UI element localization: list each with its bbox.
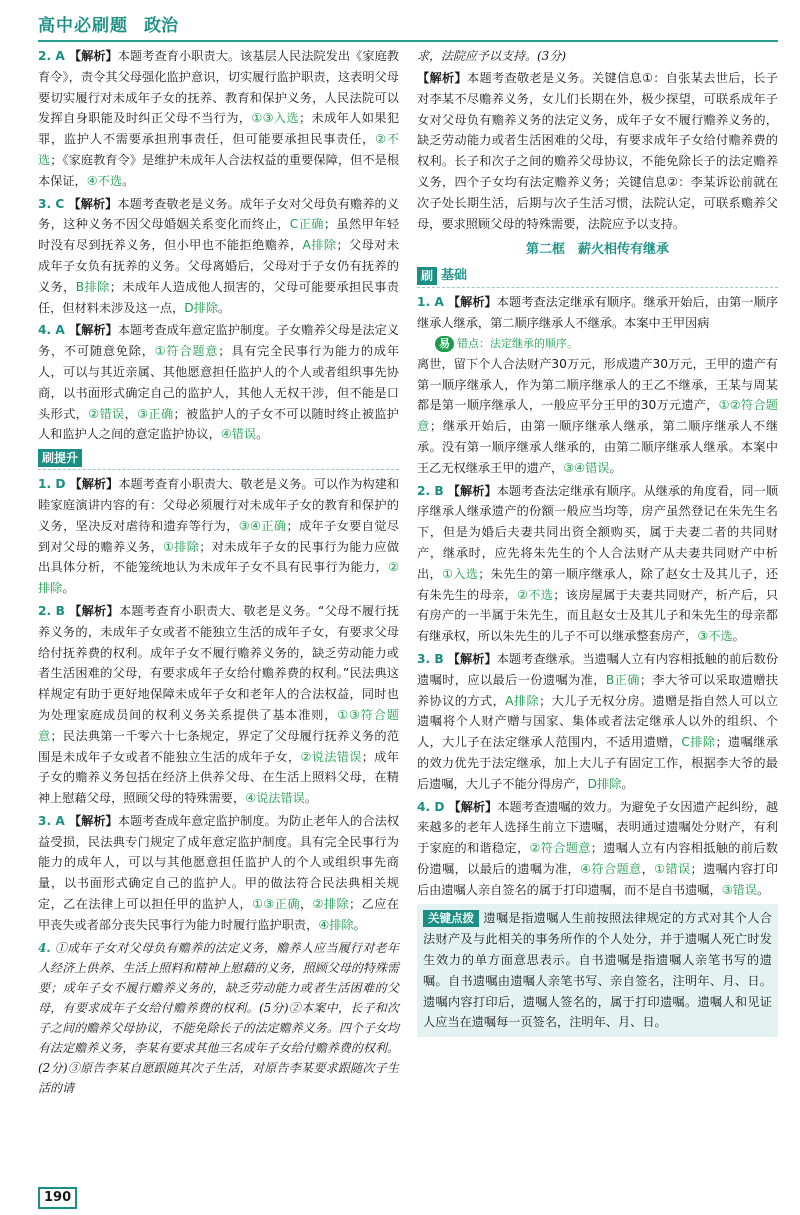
- section-badge: 刷提升: [38, 449, 82, 467]
- analysis-text: 本题考查育小职责大、敬老是义务。“父母不履行抚养义务的，未成年子女或者不能独立生活的成年子女，有要求父母给付抚养费的权利。成年子女不履行赡养义务的，缺乏劳动能力或者生活困难的父母，有要求成年子女给付赡养费的权利。”民法典这样规定有助于更好地保障未成年子女和老年人的合法权益，同时也为处理家庭成员间的权利义务关系提供了基本准则，①③符合题意；民法典第一千零六十七条规定，界定了父母履行抚养义务的范围是未成年子女或者不能独立生活的成年子女，②说法错误；成年子女的赡养义务包括在经济上供养父母、在生活上照料父母，在精神上慰藉父母，照顾父母的特殊需要，④说法错误。: [38, 603, 400, 806]
- improve-answer-1: [38, 601, 399, 809]
- section-badge: 刷: [417, 267, 437, 285]
- answer-number: 4. A: [38, 323, 65, 338]
- answer-number: 2. B: [38, 603, 65, 618]
- analysis-tag: 【解析】: [417, 71, 468, 85]
- answer-number: 1. D: [38, 477, 66, 492]
- analysis-tag: 【解析】: [68, 196, 118, 211]
- book-title: 高中必刷题: [38, 15, 128, 36]
- answer-number: 3. A: [38, 813, 65, 828]
- inherit-answer-2: [417, 481, 778, 647]
- note-text: 错点：法定继承的顺序。: [457, 336, 578, 350]
- improve-answer-0: [38, 474, 399, 599]
- improve-answer-2: [38, 811, 399, 936]
- analysis-text: 本题考查成年意定监护制度。为防止老年人的合法权益受损，民法典专门规定了成年意定监护制度。具有完全民事行为能力的成年人，可以与其他愿意担任监护人的个人或组织事先商量，以书面形式确定自己的监护人。甲的做法符合民法典相关规定，乙在法律上可以担任甲的监护人，①③正确，②排除；乙应在甲丧失或者部分丧失民事行为能力时履行监护职责，④排除。: [38, 813, 400, 932]
- section-improve: [38, 447, 399, 470]
- inherit-answer-1: [417, 292, 778, 334]
- page-header: [38, 6, 778, 42]
- analysis-tag: 【解析】: [68, 813, 118, 828]
- inherit-answer-1-cont: 离世，留下个人合法财产30万元，形成遗产30万元，王甲的遗产有第一顺序继承人，作为第二顺序继承人的王乙不继承，王某与周某都是第一顺序继承人，一般应平分王甲的30万元遗产，①②符合题意；继承开始后，由第一顺序继承人继承，第二顺序继承人不继承。没有第一顺序继承人继承的，由第二顺序继承人继承。本案中王乙无权继承王甲的遗产，③④错误。: [417, 356, 779, 475]
- basic-answer-2: [38, 320, 399, 445]
- key-point-box: [417, 904, 778, 1037]
- answer-number: 4.: [38, 940, 51, 955]
- analysis-text: 本题考查继承。当遗嘱人立有内容相抵触的前后数份遗嘱时，应以最后一份遗嘱为准，B正确；李大爷可以采取遗赠扶养协议的方式，A排除；大儿子无权分房。遗赠是指自然人可以立遗嘱将个人财产赠与国家、集体或者法定继承人以外的组织、个人，大儿子在法定继承人范围内，不适用遗赠，C排除；遗嘱继承的效力优先于法定继承，加上大儿子有固定工作，根据李大爷的最后遗嘱，大儿子不能分得房产，D排除。: [417, 651, 779, 791]
- content-columns: [38, 46, 778, 1100]
- analysis-paragraph: [417, 68, 778, 234]
- answer-number: 4. D: [417, 799, 445, 814]
- key-point-label: 关键点拨: [423, 910, 479, 927]
- subject-title: 政治: [144, 15, 178, 36]
- answer-number: 2. B: [417, 483, 444, 498]
- analysis-text: 本题考查育小职责大、敬老是义务。可以作为构建和睦家庭演讲内容的有：父母必须履行对未成年子女的教育和保护的义务，坚决反对虐待和遗弃等行为，③④正确；成年子女要自觉尽到对父母的赡养义务，①排除；对未成年子女的民事行为能力应做出具体分析，不能笼统地认为未成年子女不具有民事行为能力，②排除。: [38, 477, 400, 596]
- section-badge-text: 基础: [441, 267, 468, 283]
- error-prone-note: [435, 336, 778, 352]
- basic-answer-1: [38, 194, 399, 319]
- section-title: 第二框 薪火相传有继承: [525, 242, 669, 258]
- answer-number: 1. A: [417, 295, 444, 310]
- handwritten-answer: ①成年子女对父母负有赡养的法定义务，赡养人应当履行对老年人经济上供养、生活上照料和精神上慰藉的义务，照顾父母的特殊需要；成年子女不履行赡养义务的，缺乏劳动能力或者生活困难的父母，有要求成年子女给付赡养费的权利。(5分)②本案中，长子和次子之间的赡养父母协议，不能免除长子的法定赡养义务。四个子女均有法定赡养义务，李某有要求其他三名成年子女给付赡养费的权利。(2分)③原告李某自愿跟随其次子生活，对原告李某要求跟随次子生活的请: [38, 940, 399, 1095]
- analysis-tag: 【解析】: [448, 799, 498, 814]
- handwritten-continuation: 求，法院应予以支持。(3分): [417, 49, 566, 63]
- analysis-text: 本题考查敬老是义务。关键信息①：自张某去世后，长子对李某不尽赡养义务，女儿们长期在外，极少探望，可联系成年子女对父母负有赡养义务的法定义务，成年子女不履行赡养义务的，缺乏劳动能力或者生活困难的父母，有要求成年子女给付赡养费的权利。长子和次子之间的赡养父母协议，不能免除长子的法定赡养义务，四个子女均有法定赡养义务；关键信息②：李某诉讼前就在次子处长期生活，后期与次子生活习惯，法院认定，可联系赡养父母，要求照顾父母的特殊需要，法院应予以支持。: [417, 71, 778, 231]
- section-basic: [417, 265, 778, 288]
- warning-icon: 易: [435, 336, 454, 352]
- analysis-text: 本题考查法定继承有顺序。继承开始后，由第一顺序继承人继承，第二顺序继承人不继承。本案中王甲因病: [417, 295, 779, 330]
- analysis-tag: 【解析】: [447, 651, 497, 666]
- analysis-text: 本题考查敬老是义务。成年子女对父母负有赡养的义务，这种义务不因父母婚姻关系变化而终止，C正确；虽然甲年轻时没有尽到抚养义务，但小甲也不能拒绝赡养，A排除；父母对未成年子女负有抚养的义务。父母离婚后，父母对于子女仍有抚养的义务，B排除；未成年人造成他人损害的，父母可能要承担民事责任，但材料未涉及这一点，D排除。: [38, 196, 400, 315]
- analysis-text: 本题考查育小职责大。该基层人民法院发出《家庭教育令》，责令其父母强化监护意识，切实履行监护职责，这表明父母要切实履行对未成年子女的抚养、教育和保护义务，人民法院可以发挥自身职能及时纠正父母不当行为，①③入选；未成年人如果犯罪，监护人不需要承担刑事责任，但可能要承担民事责任，②不选；《家庭教育令》是维护未成年人合法权益的重要保障，但不是根本保证，④不选。: [38, 49, 400, 188]
- analysis-tag: 【解析】: [68, 49, 118, 63]
- analysis-tag: 【解析】: [69, 477, 119, 492]
- analysis-tag: 【解析】: [68, 603, 119, 618]
- answer-number: 3. B: [417, 651, 444, 666]
- analysis-tag: 【解析】: [447, 483, 497, 498]
- right-column: [417, 46, 778, 1100]
- inherit-answer-3: [417, 649, 778, 795]
- analysis-text: 本题考查遗嘱的效力。为避免子女因遗产起纠纷，越来越多的老年人选择生前立下遗嘱，表明通过遗嘱处分财产，有利于家庭的和谐稳定，②符合题意；遗嘱人立有内容相抵触的前后数份遗嘱，以最后的遗嘱为准，④符合题意，①错误；遗嘱内容打印后由遗嘱人亲自签名的属于打印遗嘱，而不是自书遗嘱，③错误。: [417, 799, 779, 897]
- analysis-text: 本题考查成年意定监护制度。子女赡养父母是法定义务，不可随意免除，①符合题意；具有完全民事行为能力的成年人，可以与其近亲属、其他愿意担任监护人的个人或者组织事先协商，以书面形式确定自己的监护人，其他人无权干涉，但不能是口头形式，②错误，③正确；被监护人的子女不可以随时终止被监护人和监护人之间的意定监护协议，④错误。: [38, 323, 400, 442]
- answer-number: 2. A: [38, 49, 65, 63]
- basic-answer-0: [38, 46, 399, 192]
- left-column: [38, 46, 399, 1100]
- analysis-tag: 【解析】: [68, 323, 118, 338]
- answer-number: 3. C: [38, 196, 65, 211]
- inherit-answer-4: [417, 797, 778, 901]
- analysis-text: 本题考查法定继承有顺序。从继承的角度看，同一顺序继承人继承遗产的份额一般应当均等，房产虽然登记在朱先生名下，但是为婚后夫妻共同出资全额购买，属于夫妻二者的共同财产，继承时，应先将朱先生的个人合法财产从夫妻共同财产中析出，①入选；朱先生的第一顺序继承人，除了赵女士及其儿子，还有朱先生的母亲，②不选；该房屋属于夫妻共同财产，析产后，只有房产的一半属于朱先生，而且赵女士及其儿子和朱先生的母亲都有继承权，所以朱先生的儿子不可以继承整套房产，③不选。: [417, 483, 779, 644]
- analysis-tag: 【解析】: [447, 295, 497, 310]
- key-point-text: 遗嘱是指遗嘱人生前按照法律规定的方式对其个人合法财产及与此相关的事务所作的个人处分，并于遗嘱人死亡时发生效力的单方面意思表示。自书遗嘱是指遗嘱人亲笔书写的遗嘱。自书遗嘱由遗嘱人亲笔书写、亲自签名，注明年、月、日。遗嘱内容打印后，遗嘱人签名的，属于打印遗嘱。遗嘱人和见证人应当在遗嘱每一页签名，注明年、月、日。: [423, 911, 772, 1030]
- page-number: 190: [38, 1187, 77, 1209]
- improve-answer-4: [38, 938, 399, 1098]
